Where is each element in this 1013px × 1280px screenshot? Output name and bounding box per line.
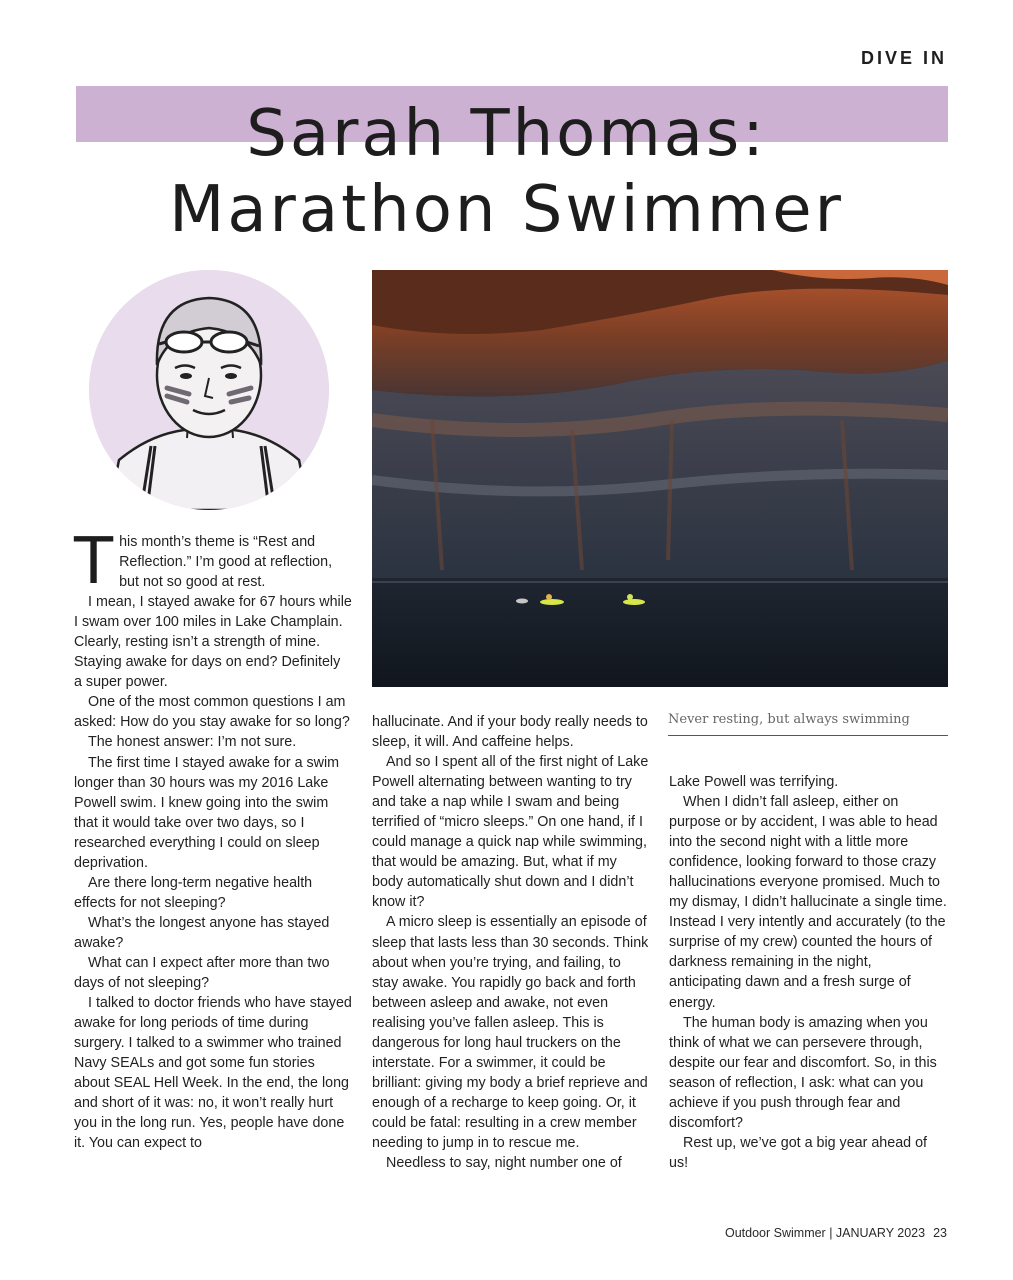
- photo-caption: Never resting, but always swimming: [668, 712, 948, 736]
- drop-cap: T: [74, 525, 114, 599]
- paragraph: Are there long-term negative health effects for not sleeping?: [74, 874, 313, 911]
- paragraph: The first time I stayed awake for a swim longer than 30 hours was my 2016 Lake Powell swim. I knew going into the swim that it would take over two days, so I researched everything I could on sleep deprivation.: [74, 754, 340, 871]
- article-column-1: [74, 525, 352, 1153]
- paragraph: And so I spent all of the first night of Lake Powell alternating between wanting to try and take a nap while I swam and being terrified of “micro sleeps.” On one hand, if I could manage a quick nap while swimming, that would be amazing. But, what if my body automatically shut down and I didn’t know it?: [372, 754, 649, 911]
- paragraph-text: his month’s theme is “Rest and Reflection.” I’m good at reflection, but not so good at rest.: [119, 534, 333, 591]
- paragraph: What can I expect after more than two days of not sleeping?: [74, 954, 330, 992]
- title-line-1: Sarah Thomas:: [246, 97, 767, 171]
- paragraph: The human body is amazing when you think of what we can persevere through, despite our fear and discomfort. So, in this season of reflection, I ask: what can you achieve if you push through fear and discomfort?: [669, 1014, 937, 1131]
- title-line-2: Marathon Swimmer: [169, 173, 844, 247]
- paragraph: Lake Powell was terrifying.: [669, 774, 839, 790]
- section-label: DIVE IN: [860, 48, 947, 68]
- paragraph: When I didn’t fall asleep, either on purpose or by accident, I was able to head into the second night with a little more confidence, looking forward to those crazy hallucinations everyone promised. Much to my dismay, I didn’t hallucinate a single time. Instead I very intently and accurately (to the surprise of my crew) counted the hours of darkness remaining in the night, anticipating dawn and a fresh surge of energy.: [669, 794, 947, 1011]
- paragraph: I talked to doctor friends who have stayed awake for long periods of time during surgery. I talked to a swimmer who trained Navy SEALs and got some fun stories about SEAL Hell Week. In the end, the long and short of it was: no, it won’t really hurt you in the long run. Yes, people have done it. You can expect to: [74, 995, 352, 1152]
- canyon-photo: [372, 270, 948, 687]
- article-column-3: [669, 772, 947, 1173]
- author-portrait: [89, 270, 329, 510]
- page-number: 23: [933, 1226, 947, 1240]
- paragraph: The honest answer: I’m not sure.: [88, 734, 297, 751]
- paragraph: A micro sleep is essentially an episode of sleep that lasts less than 30 seconds. Think about when you’re trying, and failing, to stay awake. You rapidly go back and forth between asleep and awake, not even realising you’ve fallen asleep. This is dangerous for long haul truckers on the interstate. For a swimmer, it could be brilliant: giving my body a brief reprieve and enough of a recharge to keep going. Or, it could be fatal: resulting in a crew member needing to jump in to rescue me.: [372, 914, 649, 1151]
- page-footer: [725, 1226, 947, 1240]
- paragraph: Needless to say, night number one of: [386, 1155, 622, 1172]
- paragraph: One of the most common questions I am asked: How do you stay awake for so long?: [74, 694, 350, 731]
- swimmer-portrait-illustration-icon: [89, 270, 329, 510]
- paragraph: [74, 525, 352, 599]
- canyon-lake-swimmers-photo-icon: [372, 270, 948, 687]
- paragraph: hallucinate. And if your body really needs to sleep, it will. And caffeine helps.: [372, 714, 648, 751]
- publication-info: Outdoor Swimmer | JANUARY 2023: [725, 1226, 926, 1240]
- paragraph: What’s the longest anyone has stayed awake?: [74, 914, 330, 951]
- article-title: [0, 96, 1013, 248]
- paragraph: Rest up, we’ve got a big year ahead of us!: [669, 1134, 927, 1171]
- article-column-2: [372, 712, 650, 1173]
- paragraph: I mean, I stayed awake for 67 hours while I swam over 100 miles in Lake Champlain. Clearly, resting isn’t a strength of mine. Staying awake for days on end? Definitely a super power.: [74, 594, 352, 691]
